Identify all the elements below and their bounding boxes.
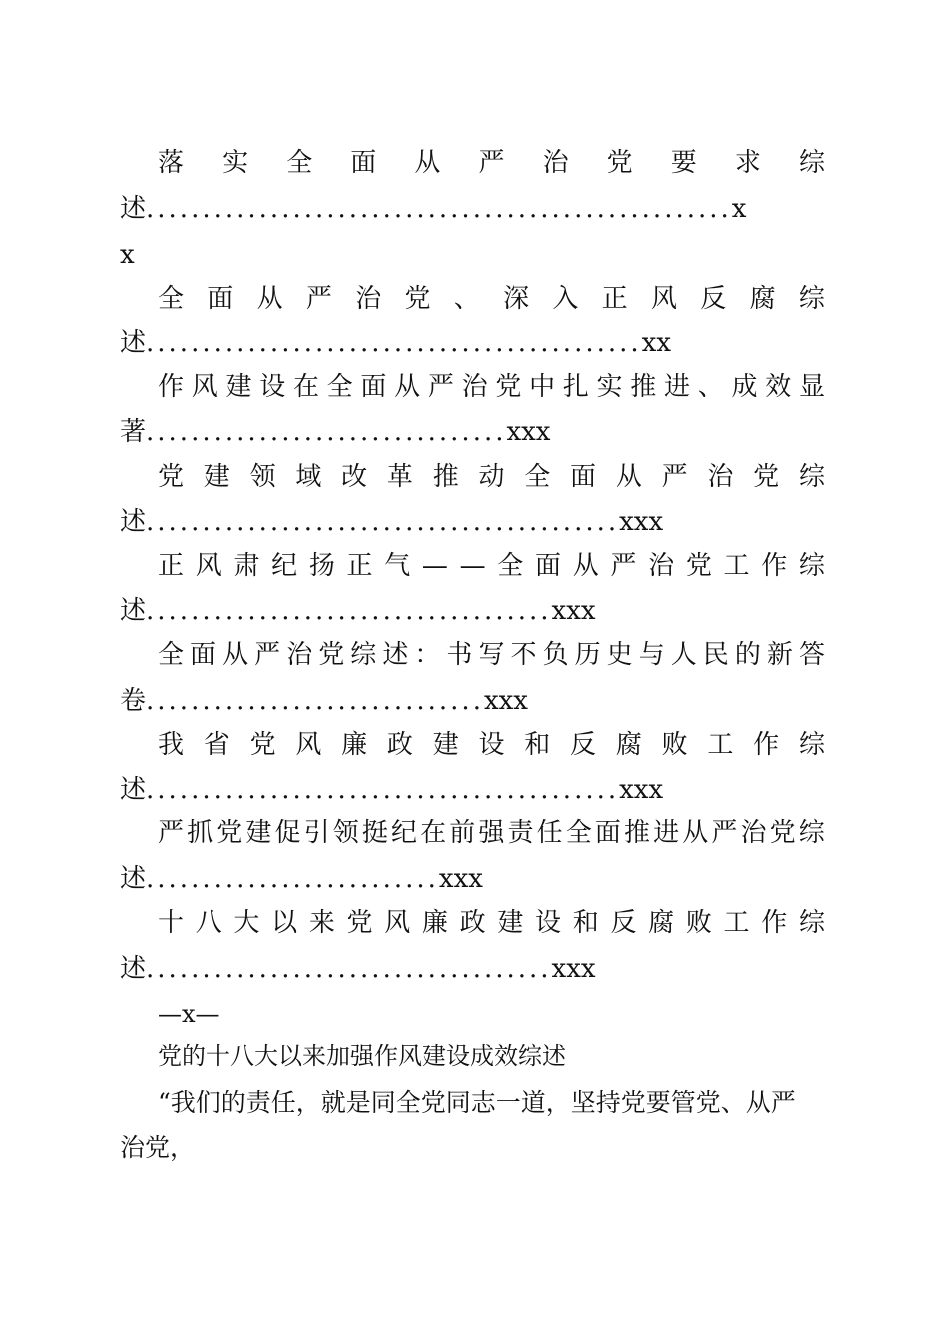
title-char: 来	[308, 908, 335, 938]
title-char: 党	[495, 372, 522, 402]
toc-entry-title	[158, 460, 825, 494]
toc-entry-leader: 述..........................................xxx	[120, 775, 664, 805]
title-char: 风	[195, 551, 222, 581]
toc-entry-leader: 述....................................xxx	[120, 596, 596, 626]
title-char: 廉	[421, 908, 448, 938]
title-char: 实	[222, 148, 249, 178]
toc-entry-leader: 述..........................................xxx	[120, 507, 664, 537]
title-char: 作	[761, 908, 788, 938]
title-char: 作	[158, 372, 185, 402]
toc-title-text	[158, 282, 825, 316]
title-char: 党	[346, 908, 373, 938]
title-char: 实	[596, 372, 623, 402]
title-char: 求	[734, 148, 761, 178]
title-char: 党	[318, 640, 345, 670]
title-char: 扬	[308, 551, 335, 581]
title-char: 气	[384, 551, 411, 581]
title-char: 中	[529, 372, 556, 402]
toc-entry-leader: 卷..............................xxx	[120, 686, 528, 716]
toc-title-text	[158, 370, 825, 404]
title-char: 综	[350, 640, 377, 670]
title-char: 责	[507, 818, 534, 848]
title-char: 设	[259, 372, 286, 402]
title-char: 在	[420, 818, 447, 848]
title-char: 反	[700, 284, 727, 314]
toc-title-text	[158, 549, 825, 583]
title-char: 推	[624, 818, 651, 848]
title-char: 败	[661, 730, 688, 760]
title-char: 党	[753, 462, 780, 492]
title-char: 任	[536, 818, 563, 848]
toc-entry-page-overflow: x	[120, 240, 135, 270]
title-char: 史	[606, 640, 633, 670]
separator-mark: —x—	[158, 1000, 220, 1028]
title-char: 从	[394, 372, 421, 402]
title-char: 严	[254, 640, 281, 670]
toc-entry-title	[158, 906, 825, 940]
toc-title-text	[158, 638, 825, 672]
title-char: 风	[295, 730, 322, 760]
title-char: 综	[798, 908, 825, 938]
title-char: 在	[292, 372, 319, 402]
title-char: 推	[630, 372, 657, 402]
title-char: 写	[478, 640, 505, 670]
title-char: 引	[303, 818, 330, 848]
title-char: 综	[798, 284, 825, 314]
title-char: 肃	[233, 551, 260, 581]
title-char: 和	[524, 730, 551, 760]
title-char: 综	[798, 148, 825, 178]
title-char: 领	[249, 462, 276, 492]
title-char: 从	[414, 148, 441, 178]
title-char: 入	[552, 284, 579, 314]
title-char: 民	[702, 640, 729, 670]
title-char: 反	[570, 730, 597, 760]
title-char: 强	[478, 818, 505, 848]
title-char: 建	[203, 462, 230, 492]
title-char: 反	[610, 908, 637, 938]
title-char: —	[459, 551, 486, 581]
toc-title-text	[158, 906, 825, 940]
title-char: 全	[565, 818, 592, 848]
title-char: 治	[461, 372, 488, 402]
title-char: 八	[195, 908, 222, 938]
toc-entry-title	[158, 816, 825, 850]
toc-entry-title	[158, 638, 825, 672]
title-char: 治	[355, 284, 382, 314]
title-char: 面	[190, 640, 217, 670]
title-char: 从	[682, 818, 709, 848]
title-char: 省	[203, 730, 230, 760]
title-char: 大	[233, 908, 260, 938]
title-char: 域	[295, 462, 322, 492]
title-char: 推	[432, 462, 459, 492]
title-char: 综	[798, 818, 825, 848]
title-char: 从	[256, 284, 283, 314]
title-char: 风	[191, 372, 218, 402]
title-char: 治	[648, 551, 675, 581]
title-char: 从	[615, 462, 642, 492]
title-char: 正	[601, 284, 628, 314]
toc-title-text	[158, 816, 825, 850]
title-char: 严	[711, 818, 738, 848]
title-char: 领	[332, 818, 359, 848]
title-char: 深	[503, 284, 530, 314]
title-char: 革	[386, 462, 413, 492]
toc-title-text	[158, 460, 825, 494]
title-char: 党	[249, 730, 276, 760]
title-char: 纪	[271, 551, 298, 581]
title-char: 严	[610, 551, 637, 581]
toc-entry-leader: 述....................................................x	[120, 194, 747, 224]
title-char: 作	[753, 730, 780, 760]
title-char: 人	[670, 640, 697, 670]
title-char: 设	[478, 730, 505, 760]
title-char: 面	[570, 462, 597, 492]
title-char: 建	[225, 372, 252, 402]
title-char: 与	[638, 640, 665, 670]
title-char: 面	[207, 284, 234, 314]
title-char: 政	[459, 908, 486, 938]
title-char: 综	[798, 730, 825, 760]
title-char: 腐	[749, 284, 776, 314]
title-char: 不	[510, 640, 537, 670]
paragraph-line: 治党，	[120, 1133, 196, 1162]
title-char: 党	[685, 551, 712, 581]
title-char: 落	[158, 148, 185, 178]
title-char: 治	[740, 818, 767, 848]
toc-title-text	[158, 146, 825, 180]
title-char: 风	[384, 908, 411, 938]
title-char: 、	[453, 284, 480, 314]
title-char: 书	[446, 640, 473, 670]
title-char: 党	[158, 462, 185, 492]
title-char: —	[421, 551, 448, 581]
title-char: 治	[707, 462, 734, 492]
title-char: 正	[158, 551, 185, 581]
title-char: 治	[542, 148, 569, 178]
title-char: 设	[535, 908, 562, 938]
title-char: 建	[432, 730, 459, 760]
title-char: 全	[158, 640, 185, 670]
title-char: 扎	[562, 372, 589, 402]
title-char: 工	[723, 551, 750, 581]
title-char: 新	[766, 640, 793, 670]
toc-title-text	[158, 728, 825, 762]
title-char: 综	[798, 462, 825, 492]
title-char: 从	[572, 551, 599, 581]
title-char: 和	[572, 908, 599, 938]
title-char: 综	[798, 551, 825, 581]
title-char: 建	[245, 818, 272, 848]
title-char: 的	[734, 640, 761, 670]
title-char: 抓	[187, 818, 214, 848]
title-char: 廉	[341, 730, 368, 760]
title-char: 动	[478, 462, 505, 492]
toc-entry-title	[158, 282, 825, 316]
title-char: 改	[341, 462, 368, 492]
title-char: 面	[350, 148, 377, 178]
toc-entry-title	[158, 146, 825, 180]
toc-entry-title	[158, 728, 825, 762]
title-char: 、	[697, 372, 724, 402]
toc-entry-title	[158, 370, 825, 404]
title-char: 显	[798, 372, 825, 402]
title-char: 党	[404, 284, 431, 314]
title-char: 前	[449, 818, 476, 848]
title-char: 严	[305, 284, 332, 314]
title-char: 负	[542, 640, 569, 670]
title-char: 党	[216, 818, 243, 848]
title-char: 败	[685, 908, 712, 938]
title-char: 历	[574, 640, 601, 670]
title-char: 严	[427, 372, 454, 402]
paragraph-line: “我们的责任，就是同全党同志一道，坚持党要管党、从严	[158, 1088, 796, 1117]
title-char: 工	[707, 730, 734, 760]
title-char: 正	[346, 551, 373, 581]
title-char: 面	[594, 818, 621, 848]
title-char: 全	[497, 551, 524, 581]
title-char: 党	[769, 818, 796, 848]
title-char: 腐	[615, 730, 642, 760]
title-char: 挺	[361, 818, 388, 848]
title-char: 全	[524, 462, 551, 492]
toc-entry-leader: 述..........................xxx	[120, 864, 483, 894]
title-char: 述	[382, 640, 409, 670]
title-char: 答	[798, 640, 825, 670]
title-char: 促	[274, 818, 301, 848]
title-char: 面	[360, 372, 387, 402]
title-char: 我	[158, 730, 185, 760]
title-char: 严	[158, 818, 185, 848]
toc-entry-leader: 述............................................xx	[120, 328, 671, 358]
title-char: 从	[222, 640, 249, 670]
title-char: 风	[650, 284, 677, 314]
title-char: 十	[158, 908, 185, 938]
title-char: 进	[664, 372, 691, 402]
title-char: 严	[478, 148, 505, 178]
title-char: 以	[271, 908, 298, 938]
title-char: 全	[286, 148, 313, 178]
article-title: 党的十八大以来加强作风建设成效综述	[158, 1042, 566, 1070]
title-char: 治	[286, 640, 313, 670]
toc-entry-title	[158, 549, 825, 583]
toc-entry-leader: 述....................................xxx	[120, 954, 596, 984]
title-char: 全	[326, 372, 353, 402]
title-char: 纪	[391, 818, 418, 848]
title-char: 建	[497, 908, 524, 938]
title-char: 作	[761, 551, 788, 581]
title-char: 进	[653, 818, 680, 848]
title-char: ：	[414, 640, 441, 670]
title-char: 政	[386, 730, 413, 760]
title-char: 要	[670, 148, 697, 178]
toc-entry-leader: 著................................xxx	[120, 417, 551, 447]
title-char: 严	[661, 462, 688, 492]
title-char: 全	[158, 284, 185, 314]
title-char: 面	[535, 551, 562, 581]
title-char: 党	[606, 148, 633, 178]
title-char: 工	[723, 908, 750, 938]
title-char: 效	[765, 372, 792, 402]
title-char: 腐	[648, 908, 675, 938]
title-char: 成	[731, 372, 758, 402]
